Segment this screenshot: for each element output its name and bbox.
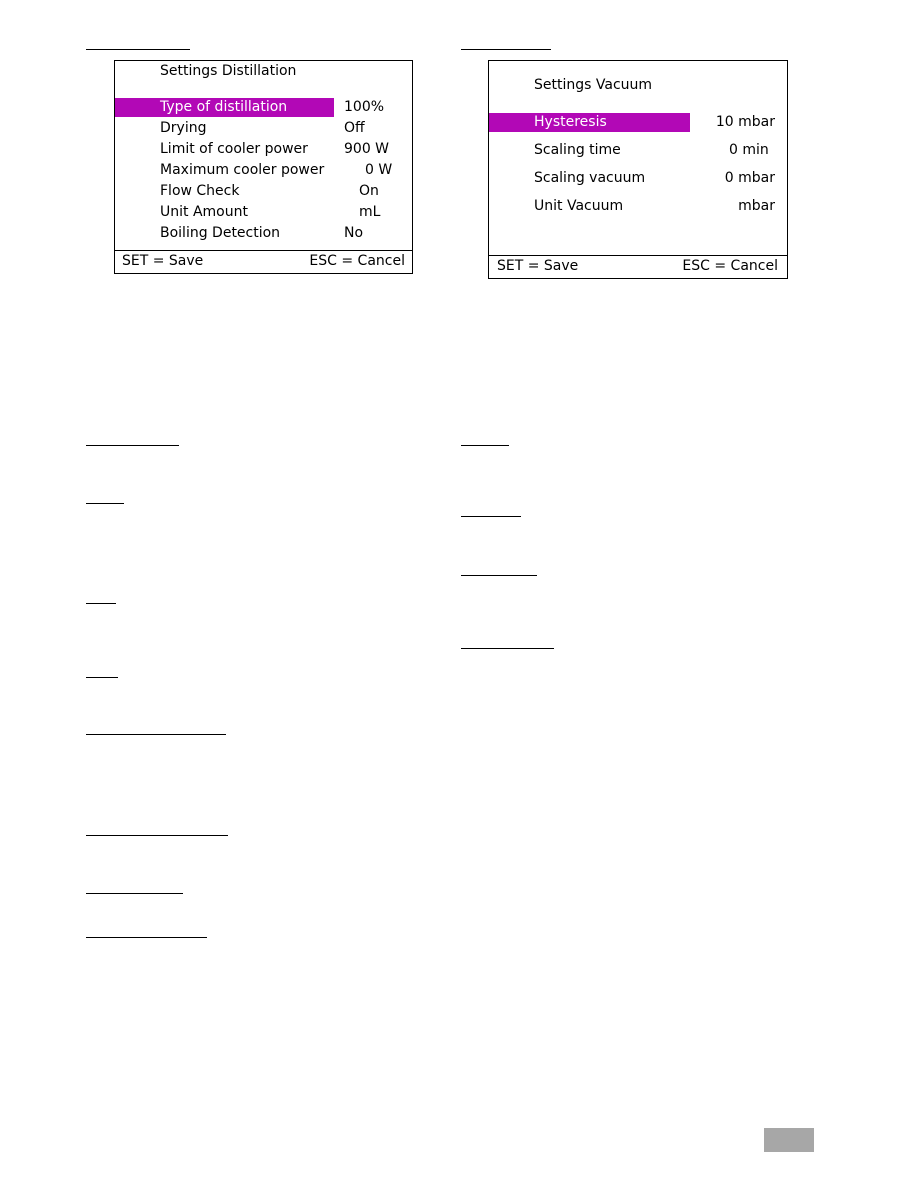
heading-underline: [461, 49, 551, 50]
row-value: Off: [344, 120, 365, 136]
heading-underline: [86, 503, 124, 504]
menu-row-flow-check[interactable]: [115, 182, 412, 202]
row-label: Drying: [160, 120, 207, 136]
row-value: mbar: [738, 198, 775, 214]
row-value: No: [344, 225, 364, 241]
menu-row-unit-amount[interactable]: [115, 203, 412, 223]
menu-row-scaling-vacuum[interactable]: [489, 169, 787, 189]
row-value: 100%: [344, 99, 385, 115]
row-value: 0 W: [365, 162, 393, 178]
heading-underline: [461, 516, 521, 517]
row-value: mL: [359, 204, 381, 220]
save-hint: SET = Save: [497, 258, 579, 274]
row-label: Limit of cooler power: [160, 141, 308, 157]
heading-underline: [86, 445, 179, 446]
row-label: Scaling vacuum: [534, 170, 646, 186]
heading-underline: [86, 835, 228, 836]
heading-underline: [86, 677, 118, 678]
row-label: Hysteresis: [534, 114, 607, 130]
footer-divider: [115, 250, 412, 251]
menu-row-drying[interactable]: [115, 119, 412, 139]
heading-underline: [86, 49, 190, 50]
heading-underline: [86, 603, 116, 604]
row-label: Type of distillation: [160, 99, 288, 115]
row-label: Unit Amount: [160, 204, 248, 220]
heading-underline: [86, 734, 226, 735]
row-value: 10 mbar: [715, 114, 775, 130]
heading-underline: [86, 937, 207, 938]
row-label: Maximum cooler power: [160, 162, 325, 178]
row-label: Scaling time: [534, 142, 621, 158]
heading-underline: [86, 893, 183, 894]
menu-row-limit-of-cooler-power[interactable]: [115, 140, 412, 160]
footer-divider: [489, 255, 787, 256]
cancel-hint: ESC = Cancel: [309, 253, 405, 269]
row-value: 900 W: [344, 141, 390, 157]
heading-underline: [461, 445, 509, 446]
menu-row-maximum-cooler-power[interactable]: [115, 161, 412, 181]
menu-row-type-of-distillation[interactable]: [115, 98, 412, 118]
save-hint: SET = Save: [122, 253, 204, 269]
page-number-tab: [764, 1128, 814, 1152]
screen-title: Settings Distillation: [160, 63, 297, 79]
row-label: Flow Check: [160, 183, 240, 199]
heading-underline: [461, 575, 537, 576]
heading-underline: [461, 648, 554, 649]
menu-row-boiling-detection[interactable]: [115, 224, 412, 244]
screen-title: Settings Vacuum: [534, 77, 653, 93]
menu-row-hysteresis[interactable]: [489, 113, 787, 133]
row-value: 0 min: [729, 142, 769, 158]
menu-row-scaling-time[interactable]: [489, 141, 787, 161]
row-label: Unit Vacuum: [534, 198, 624, 214]
cancel-hint: ESC = Cancel: [682, 258, 778, 274]
row-label: Boiling Detection: [160, 225, 281, 241]
menu-row-unit-vacuum[interactable]: [489, 197, 787, 217]
row-value: 0 mbar: [724, 170, 775, 186]
settings-vacuum-screen: [488, 60, 788, 279]
settings-distillation-screen: [114, 60, 413, 274]
row-value: On: [359, 183, 379, 199]
